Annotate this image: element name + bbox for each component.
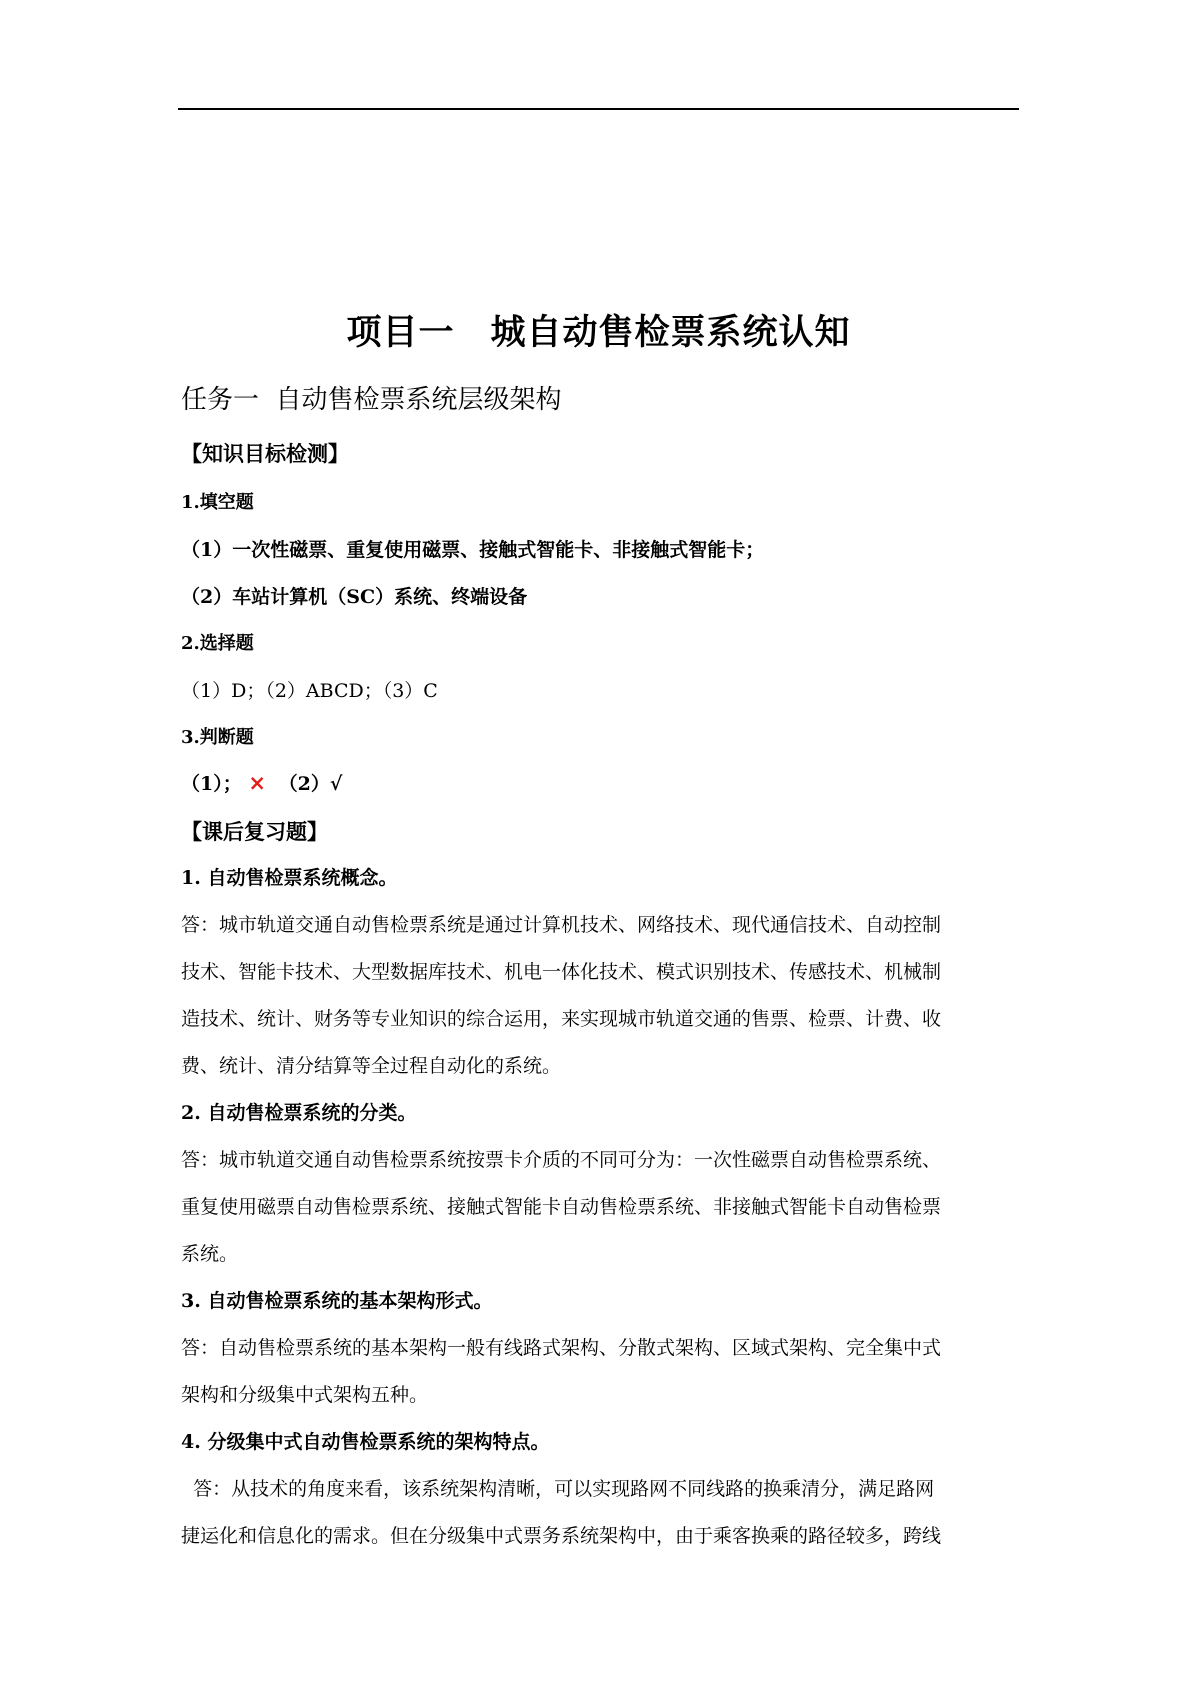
knowledge-section-heading: 【知识目标检测】 [181, 441, 349, 466]
review-q3-heading: 3. 自动售检票系统的基本架构形式。 [181, 1290, 493, 1312]
fill-blank-heading: 1.填空题 [181, 492, 254, 513]
fill-blank-answer-2: （2）车站计算机（SC）系统、终端设备 [181, 586, 528, 608]
judgment-answer-1-label: （1）； [181, 773, 242, 795]
review-section-heading: 【课后复习题】 [181, 819, 328, 844]
judgment-heading: 3.判断题 [181, 727, 254, 748]
judgment-answers [181, 769, 342, 796]
review-q1-line-2: 技术、智能卡技术、大型数据库技术、机电一体化技术、模式识别技术、传感技术、机械制 [181, 961, 942, 983]
review-q2-line-2: 重复使用磁票自动售检票系统、接触式智能卡自动售检票系统、非接触式智能卡自动售检票 [181, 1196, 942, 1218]
review-q2-line-3: 系统。 [181, 1243, 239, 1265]
project-title: 项目一 城自动售检票系统认知 [346, 313, 851, 353]
review-q1-line-4: 费、统计、清分结算等全过程自动化的系统。 [181, 1055, 562, 1077]
review-q1-line-3: 造技术、统计、财务等专业知识的综合运用，来实现城市轨道交通的售票、检票、计费、收 [181, 1008, 942, 1030]
review-q3-line-2: 架构和分级集中式架构五种。 [181, 1384, 429, 1406]
review-q4-line-1: 答：从技术的角度来看，该系统架构清晰，可以实现路网不同线路的换乘清分，满足路网 [181, 1478, 935, 1500]
review-q4-heading: 4. 分级集中式自动售检票系统的架构特点。 [181, 1431, 550, 1453]
header-rule [178, 108, 1019, 110]
review-q2-heading: 2. 自动售检票系统的分类。 [181, 1102, 417, 1124]
review-q4-line-2: 捷运化和信息化的需求。但在分级集中式票务系统架构中，由于乘客换乘的路径较多，跨线 [181, 1525, 942, 1547]
fill-blank-answer-1: （1）一次性磁票、重复使用磁票、接触式智能卡、非接触式智能卡； [181, 539, 765, 561]
judgment-answer-2: （2）√ [278, 773, 343, 795]
review-q1-line-1: 答：城市轨道交通自动售检票系统是通过计算机技术、网络技术、现代通信技术、自动控制 [181, 914, 942, 936]
review-q3-line-1: 答：自动售检票系统的基本架构一般有线路式架构、分散式架构、区域式架构、完全集中式 [181, 1337, 942, 1359]
task-title: 任务一 自动售检票系统层级架构 [181, 385, 562, 415]
review-q2-line-1: 答：城市轨道交通自动售检票系统按票卡介质的不同可分为：一次性磁票自动售检票系统、 [181, 1149, 942, 1171]
choice-answers: （1）D；（2）ABCD；（3）C [181, 680, 438, 702]
cross-mark-icon: × [248, 771, 266, 795]
review-q1-heading: 1. 自动售检票系统概念。 [181, 867, 398, 889]
choice-heading: 2.选择题 [181, 633, 254, 654]
